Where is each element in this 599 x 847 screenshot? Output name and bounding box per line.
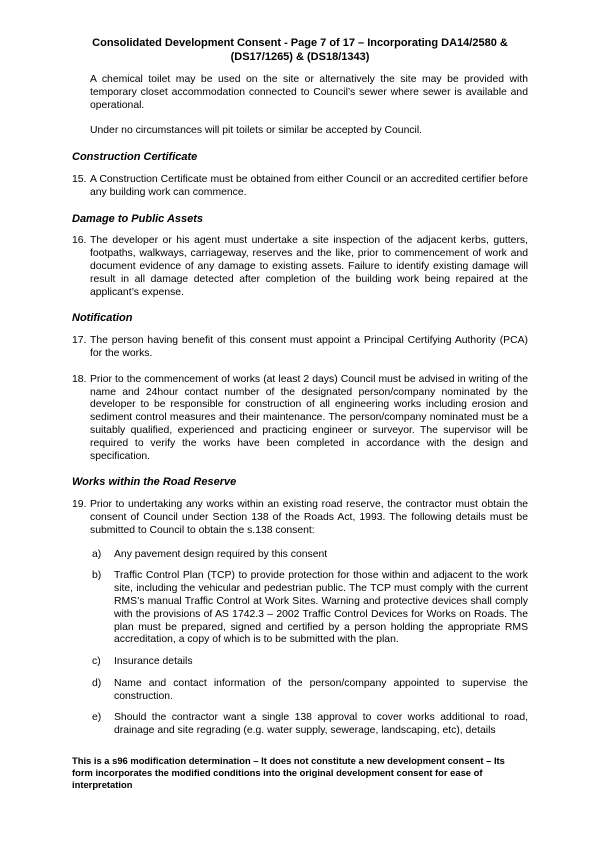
sub-item-text: Traffic Control Plan (TCP) to provide protection for those within and adjacent to the work site, including the vehicular and pedestrian public. The TCP must comply with the current RMS’s manual Traffic Control at Work Sites. Warning and protective devices shall comply with the provisions of AS 1742.3 – 2002 Traffic Control Devices for Works on Roads. The plan must be prepared, signed and certified by a person holding the appropriate RMS accreditation, a copy of which is to be submitted with the plan. bbox=[114, 570, 528, 646]
condition-item bbox=[72, 499, 528, 537]
condition-text: A Construction Certificate must be obtained from either Council or an accredited certifier before any building work can commence. bbox=[90, 173, 528, 198]
header-title-line-1: Consolidated Development Consent - Page 7 of 17 – Incorporating DA14/2580 & bbox=[92, 37, 508, 49]
section-heading-notification: Notification bbox=[72, 312, 133, 325]
condition-number: 19. bbox=[72, 499, 87, 511]
page-header bbox=[60, 36, 540, 64]
sub-item-text: Should the contractor want a single 138 approval to cover works additional to road, drainage and site regrading (e.g. water supply, sewerage, landscaping, etc), details bbox=[114, 712, 528, 737]
sub-item bbox=[90, 678, 528, 704]
condition-number: 16. bbox=[72, 235, 87, 247]
sub-item-letter: d) bbox=[92, 677, 102, 689]
condition-number: 17. bbox=[72, 335, 87, 347]
sub-item bbox=[90, 712, 528, 738]
section-heading-construction-certificate: Construction Certificate bbox=[72, 151, 198, 164]
condition-item bbox=[72, 374, 528, 464]
condition-number: 15. bbox=[72, 173, 87, 185]
sub-item bbox=[90, 549, 528, 562]
document-body bbox=[72, 70, 528, 738]
condition-item bbox=[72, 335, 528, 361]
sub-item bbox=[90, 656, 528, 669]
sub-item-letter: a) bbox=[92, 548, 102, 560]
sub-item-letter: c) bbox=[92, 656, 101, 668]
page-footer-disclaimer: This is a s96 modification determination – It does not constitute a new development consent – Its form incorporates the modified conditions into the original development consent for ease of interpretation bbox=[72, 755, 505, 790]
sub-item-letter: e) bbox=[92, 712, 102, 724]
condition-text: The person having benefit of this consent must appoint a Principal Certifying Authority (PCA) for the works. bbox=[90, 335, 528, 359]
header-title-line-2: (DS17/1265) & (DS18/1343) bbox=[230, 51, 370, 63]
sub-item-text: Name and contact information of the person/company appointed to supervise the construction. bbox=[114, 677, 528, 702]
condition-item bbox=[72, 174, 528, 200]
sub-item bbox=[90, 570, 528, 647]
section-heading-damage-public-assets: Damage to Public Assets bbox=[72, 212, 204, 225]
condition-text: Prior to undertaking any works within an existing road reserve, the contractor must obtain the consent of Council under Section 138 of the Roads Act, 1993. The following details must be submitted to Council to obtain the s.138 consent: bbox=[90, 499, 528, 536]
sub-item-text: Insurance details bbox=[114, 656, 193, 668]
condition-text: The developer or his agent must undertake a site inspection of the adjacent kerbs, gutters, footpaths, walkways, carriageway, reserves and the like, prior to commencement of work and document evidence of any damage to existing assets. Failure to identify existing damage will result in all damage detected after completion of the building work being repaired at the applicant’s expense. bbox=[90, 235, 528, 298]
condition-item bbox=[72, 235, 528, 299]
intro-paragraph-pit-toilets: Under no circumstances will pit toilets or similar be accepted by Council. bbox=[90, 125, 423, 137]
sub-item-letter: b) bbox=[92, 570, 102, 582]
intro-paragraph-toilet: A chemical toilet may be used on the site or alternatively the site may be provided with temporary closet accommodation connected to Council’s sewer where sewer is available and operational. bbox=[90, 74, 528, 111]
sub-item-text: Any pavement design required by this consent bbox=[114, 548, 328, 560]
condition-text: Prior to the commencement of works (at least 2 days) Council must be advised in writing of the name and 24hour contact number of the designated person/company nominated by the developer to be responsible for construction of all engineering works including erosion and sediment control measures and their maintenance. The person/company nominated must be a suitably qualified, experienced and practicing engineer or surveyor. The supervisor will be required to verify the works have been completed in accordance with the design and specification. bbox=[90, 373, 528, 462]
section-heading-road-reserve: Works within the Road Reserve bbox=[72, 476, 237, 489]
condition-number: 18. bbox=[72, 373, 87, 385]
